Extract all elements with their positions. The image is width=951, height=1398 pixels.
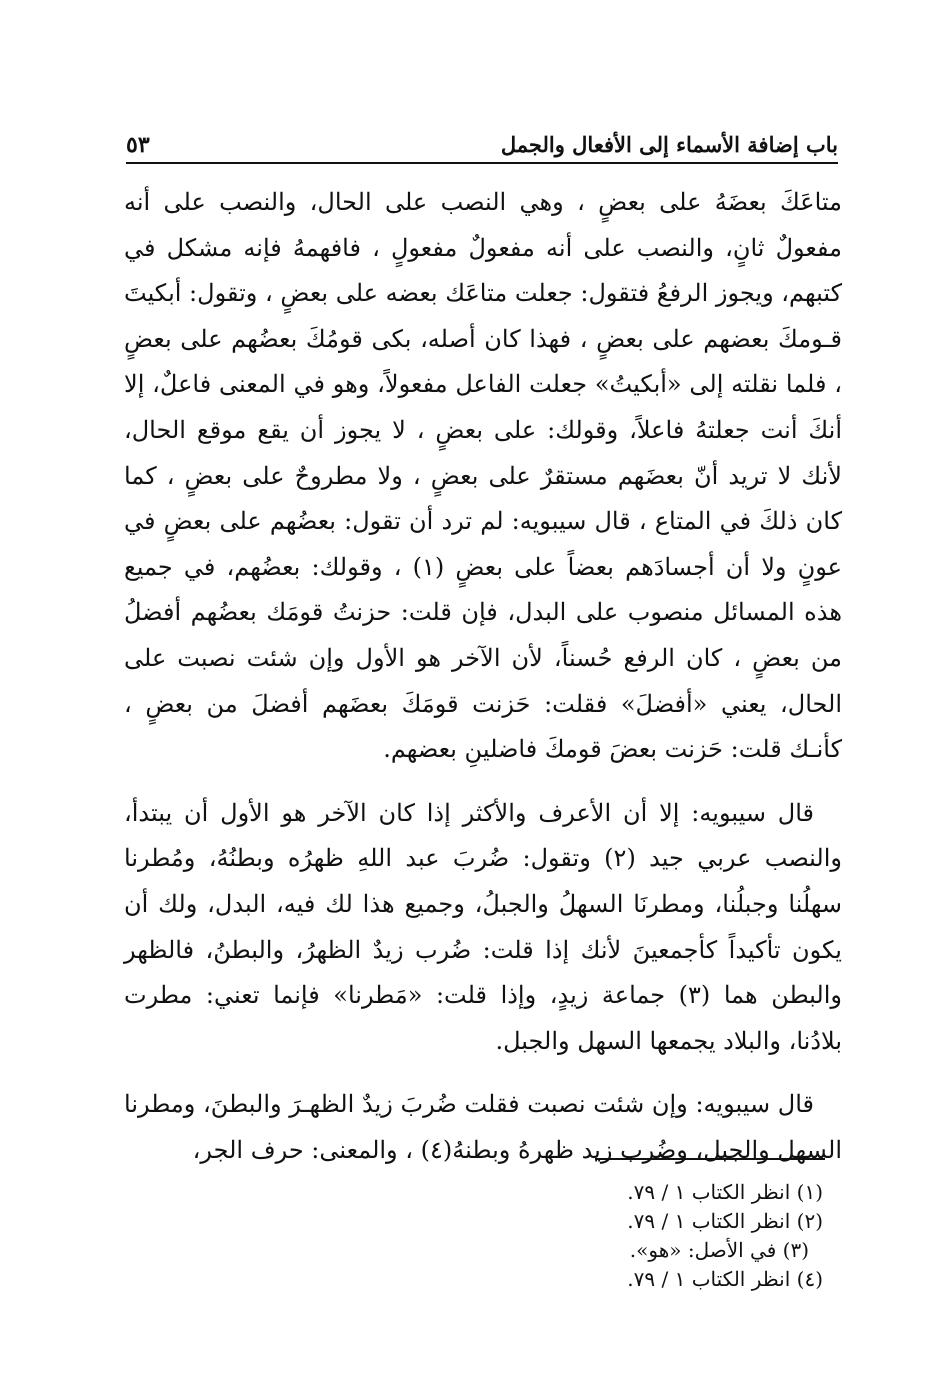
footnote-divider <box>595 1158 825 1160</box>
footnote-1: (١) انظر الكتاب ١ / ٧٩. <box>627 1180 823 1204</box>
paragraph-2: قال سيبويه: إلا أن الأعرف والأكثر إذا كان الآخر هو الأول أن يبتدأ، والنصب عربي جيد (٢) وتقول: ضُربَ عبد اللهِ ظهرُه وبطنُهُ، ومُطرنا سهلُنا وجبلُنا، ومطرنَا السهلُ والجبلُ، وجميع هذا لك فيه، البدل، ولك أن يكون تأكيداً كأجمعينَ لأنك إذا قلت: ضُرب زيدٌ الظهرُ، والبطنُ، فالظهر والبطن هما (٣) جماعة زيدٍ، وإذا قلت: «مَطرنا» فإنما تعني: مطرت بلادُنا، والبلاد يجمعها السهل والجبل. <box>124 798 842 1055</box>
main-text <box>124 180 842 1173</box>
footnote-3: (٣) في الأصل: «هو». <box>629 1238 809 1262</box>
paragraph-3: قال سيبويه: وإن شئت نصبت فقلت ضُربَ زيدٌ الظهـرَ والبطنَ، ومطرنا السهل والجبل، وضُرب زيد ظهرهُ وبطنهُ(٤) ، والمعنى: حرف الجر، <box>124 1090 842 1164</box>
chapter-title: باب إضافة الأسماء إلى الأفعال والجمل <box>500 132 838 157</box>
page-number: ٥٣ <box>126 132 150 158</box>
running-header <box>126 124 838 164</box>
footnote-4: (٤) انظر الكتاب ١ / ٧٩. <box>627 1267 823 1291</box>
paragraph-1: متاعَكَ بعضَهُ على بعضٍ ، وهي النصب على الحال، والنصب على أنه مفعولٌ ثانٍ، والنصب على أنه مفعولٌ مفعولٍ ، فافهمهُ فإنه مشكل في كتبهم، ويجوز الرفعُ فتقول: جعلت متاعَك بعضه على بعضٍ ، وتقول: أبكيتَ قـومكَ بعضهم على بعضٍ ، فهذا كان أصله، بكى قومُكَ بعضُهم على بعضٍ ، فلما نقلته إلى «أبكيتُ» جعلت الفاعل مفعولاً، وهو في المعنى فاعلٌ، إلا أنكَ أنت جعلتهُ فاعلاً، وقولك: على بعضٍ ، لا يجوز أن يقع موقع الحال، لأنك لا تريد أنّ بعضَهم مستقرٌ على بعضٍ ، ولا مطروحٌ على بعضٍ ، كما كان ذلكَ في المتاع ، قال سيبويه: لم ترد أن تقول: بعضُهم على بعضٍ في عونٍ ولا أن أجسادَهم بعضاً على بعضٍ (١) ، وقولك: بعضُهم، في جميع هذه المسائل منصوب على البدل، فإن قلت: حزنتُ قومَك بعضُهم أفضلُ من بعضٍ ، كان الرفع حُسناً، لأن الآخر هو الأول وإن شئت نصبت على الحال، يعني «أفضلَ» فقلت: حَزنت قومَكَ بعضَهم أفضلَ من بعضٍ ، كأنـك قلت: حَزنت بعضَ قومكَ فاضلينِ بعضهم. <box>124 188 842 764</box>
footnote-2: (٢) انظر الكتاب ١ / ٧٩. <box>627 1209 823 1233</box>
footnotes <box>323 1178 823 1294</box>
